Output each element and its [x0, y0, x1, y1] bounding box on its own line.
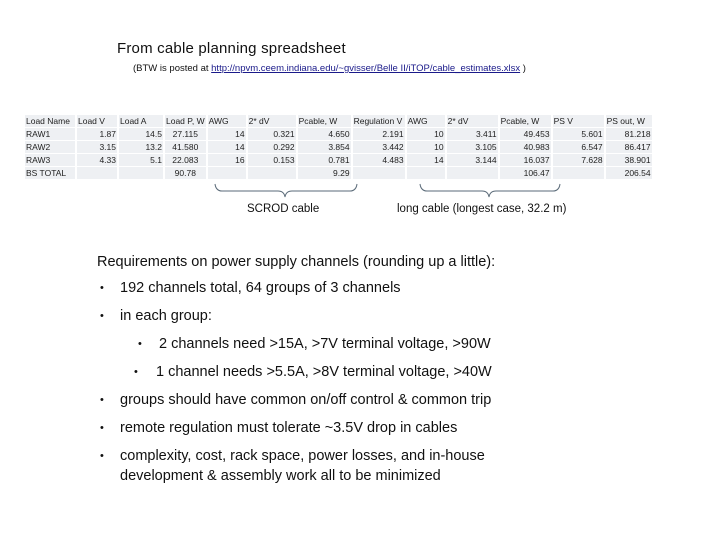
- table-cell: RAW3: [25, 154, 75, 166]
- requirements-section: [97, 252, 697, 490]
- table-cell: 3.15: [77, 141, 117, 153]
- bullet-icon: •: [100, 394, 104, 406]
- table-cell: 5.601: [553, 128, 604, 140]
- table-cell: 2.191: [353, 128, 405, 140]
- table-cell: 14: [407, 154, 445, 166]
- table-cell: 4.33: [77, 154, 117, 166]
- table-cell: 5.1: [119, 154, 163, 166]
- table-cell: 10: [407, 128, 445, 140]
- table-cell: 206.54: [606, 167, 652, 179]
- requirement-item: [97, 418, 697, 446]
- bullet-icon: •: [100, 422, 104, 434]
- table-cell: 90.78: [165, 167, 206, 179]
- requirement-item: [97, 446, 697, 490]
- table-cell: BS TOTAL: [25, 167, 75, 179]
- table-cell: 0.781: [298, 154, 351, 166]
- header-cell: Pcable, W: [500, 115, 551, 127]
- table-cell: [119, 167, 163, 179]
- table-cell: [353, 167, 405, 179]
- scrod-cable-brace-icon: [214, 183, 358, 199]
- requirement-text: complexity, cost, rack space, power losses, and in-house development & assembly work all to be minimized: [120, 448, 485, 484]
- table-cell: 86.417: [606, 141, 652, 153]
- table-cell: 14.5: [119, 128, 163, 140]
- table-cell: 3.105: [447, 141, 498, 153]
- table-cell: 4.483: [353, 154, 405, 166]
- table-cell: 10: [407, 141, 445, 153]
- table-cell: 1.87: [77, 128, 117, 140]
- requirement-item: [97, 390, 697, 418]
- subtitle-suffix: ): [520, 63, 526, 74]
- table-cell: 16: [208, 154, 246, 166]
- requirement-item: [97, 278, 697, 306]
- header-cell: AWG: [208, 115, 246, 127]
- bullet-icon: •: [138, 338, 142, 350]
- table-cell: 6.547: [553, 141, 604, 153]
- requirement-text: 2 channels need >15A, >7V terminal voltage, >90W: [159, 336, 491, 352]
- table-cell: 16.037: [500, 154, 551, 166]
- table-cell: 0.321: [248, 128, 296, 140]
- table-row: [25, 141, 652, 153]
- table-header-row: [25, 115, 652, 127]
- table-cell: 22.083: [165, 154, 206, 166]
- table-cell: 27.115: [165, 128, 206, 140]
- slide-title: From cable planning spreadsheet: [117, 40, 346, 57]
- requirement-text: 1 channel needs >5.5A, >8V terminal voltage, >40W: [156, 364, 492, 380]
- bullet-icon: •: [100, 310, 104, 322]
- table-cell: 13.2: [119, 141, 163, 153]
- table-cell: RAW2: [25, 141, 75, 153]
- requirement-text: remote regulation must tolerate ~3.5V drop in cables: [120, 420, 458, 436]
- table-cell: 7.628: [553, 154, 604, 166]
- table-cell: [248, 167, 296, 179]
- header-cell: PS out, W: [606, 115, 652, 127]
- table-cell: 3.442: [353, 141, 405, 153]
- cable-estimates-table: [23, 114, 654, 180]
- requirement-text: groups should have common on/off control & common trip: [120, 392, 492, 408]
- table-cell: 3.144: [447, 154, 498, 166]
- bullet-icon: •: [100, 282, 104, 294]
- scrod-cable-label: SCROD cable: [247, 203, 320, 215]
- table-cell: 0.153: [248, 154, 296, 166]
- requirements-heading: Requirements on power supply channels (rounding up a little):: [97, 254, 496, 270]
- table-cell: 49.453: [500, 128, 551, 140]
- table-cell: [447, 167, 498, 179]
- table-cell: 9.29: [298, 167, 351, 179]
- table-cell: 40.983: [500, 141, 551, 153]
- table-cell: RAW1: [25, 128, 75, 140]
- requirement-item: [97, 306, 697, 334]
- long-cable-label: long cable (longest case, 32.2 m): [397, 203, 567, 215]
- subtitle-prefix: (BTW is posted at: [133, 63, 212, 74]
- header-cell: 2* dV: [248, 115, 296, 127]
- header-cell: Load A: [119, 115, 163, 127]
- header-cell: Pcable, W: [298, 115, 351, 127]
- bullet-icon: •: [134, 366, 138, 378]
- header-cell: 2* dV: [447, 115, 498, 127]
- table-cell: 3.854: [298, 141, 351, 153]
- table-cell: [77, 167, 117, 179]
- table-cell: 41.580: [165, 141, 206, 153]
- bullet-icon: •: [100, 450, 104, 462]
- table-cell: 14: [208, 141, 246, 153]
- subtitle-note: [133, 63, 526, 74]
- table-cell: 14: [208, 128, 246, 140]
- requirement-subitem: [97, 362, 697, 390]
- table-total-row: [25, 167, 652, 179]
- header-cell: AWG: [407, 115, 445, 127]
- table-cell: 0.292: [248, 141, 296, 153]
- header-cell: Load V: [77, 115, 117, 127]
- requirement-text: in each group:: [120, 308, 212, 324]
- table-cell: 106.47: [500, 167, 551, 179]
- spreadsheet-link[interactable]: http://npvm.ceem.indiana.edu/~gvisser/Belle II/iTOP/cable_estimates.xlsx: [211, 63, 521, 74]
- header-cell: Load P, W: [166, 116, 205, 126]
- header-cell: PS V: [553, 115, 604, 127]
- table-cell: 38.901: [606, 154, 652, 166]
- table-cell: [208, 167, 246, 179]
- table-cell: [553, 167, 604, 179]
- table-cell: 3.411: [447, 128, 498, 140]
- table-row: [25, 128, 652, 140]
- table-cell: 4.650: [298, 128, 351, 140]
- header-cell: Regulation V: [353, 115, 405, 127]
- long-cable-brace-icon: [419, 183, 561, 199]
- requirement-text: 192 channels total, 64 groups of 3 channels: [120, 280, 401, 296]
- table-cell: [407, 167, 445, 179]
- header-cell: Load Name: [25, 115, 75, 127]
- requirement-subitem: [97, 334, 697, 362]
- table-cell: 81.218: [606, 128, 652, 140]
- table-row: [25, 154, 652, 166]
